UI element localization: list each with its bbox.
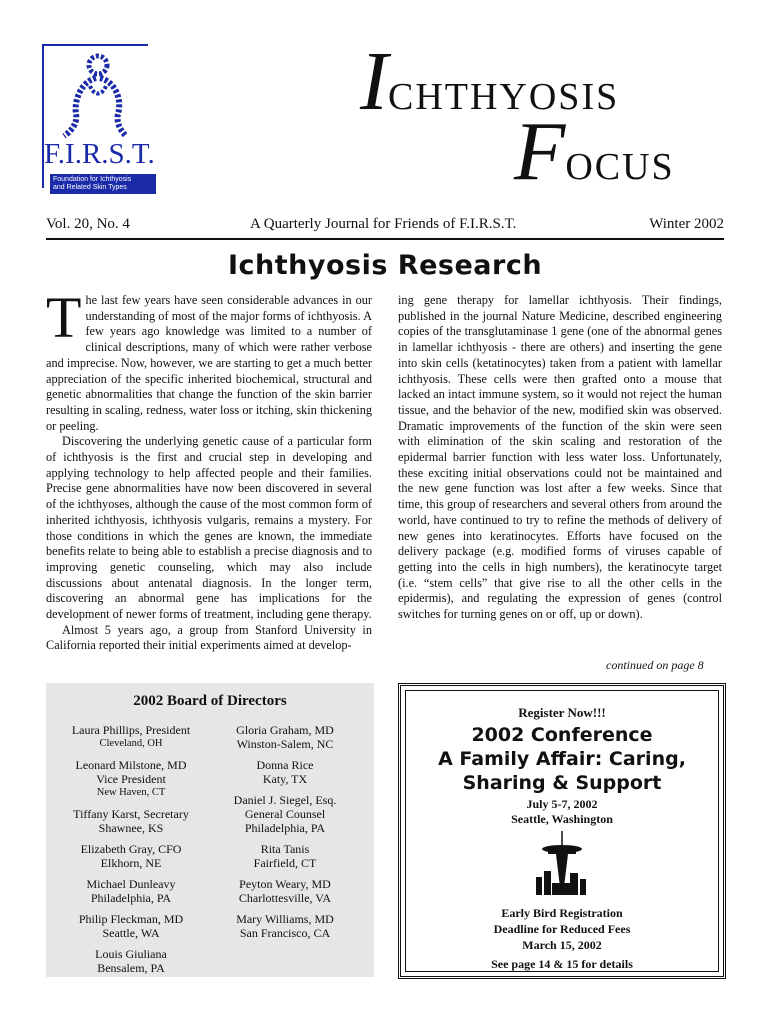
member-name: Louis Giuliana (95, 947, 167, 961)
logo-subtitle (50, 174, 156, 194)
conference-title (406, 723, 718, 795)
member-location: Shawnee, KS (98, 821, 164, 835)
article-column-left (46, 285, 372, 654)
board-member (46, 947, 216, 975)
conference-title-line-1: 2002 Conference (471, 724, 653, 746)
board-member (200, 842, 370, 870)
member-name: Daniel J. Siegel, Esq. (233, 793, 337, 807)
early-bird-line-1: Early Bird Registration (501, 906, 623, 920)
logo-subtitle-line-1: Foundation for Ichthyosis (53, 176, 132, 183)
continued-note: continued on page 8 (606, 658, 704, 672)
conference-dates (406, 797, 718, 827)
conference-title-line-3: Sharing & Support (462, 772, 662, 794)
article-paragraph-2: Discovering the underlying genetic cause of a particular form of ichthyosis is the first and crucial step in developing and applying technology to help affected people and their families. Precise gene abnormalities have now been discovered in several of the ichthyoses, although the cause of the most common form of inherited ichthyosis, ichthyosis vulgaris, remains a mystery. For those conditions in which the genes are known, the immediate benefits relate to being able to establish a precise diagnosis and to improving genetic counseling, which may also include discussions about antenatal diagnosis. In the longer term, discovering an abnormal gene has implications for the development of newer forms of treatment, including gene therapy. (46, 434, 372, 622)
member-name: Rita Tanis (260, 842, 310, 856)
first-logo (42, 44, 155, 191)
issue-bar (46, 212, 724, 240)
article-column-right (398, 293, 722, 623)
member-location: Winston-Salem, NC (236, 737, 334, 751)
board-column-left (46, 723, 216, 982)
logo-name: F.I.R.S.T. (44, 138, 155, 170)
member-name: Mary Williams, MD (236, 912, 334, 926)
article-paragraph-3: Almost 5 years ago, a group from Stanford University in California reported their initial experiments aimed at develop- (46, 622, 372, 653)
member-name: Peyton Weary, MD (239, 877, 331, 891)
masthead-initial-i: I (360, 35, 388, 128)
board-title: 2002 Board of Directors (133, 693, 287, 709)
board-member (46, 807, 216, 835)
masthead-ichthyosis: CHTHYOSIS (387, 76, 620, 118)
tagline: A Quarterly Journal for Friends of F.I.R.S.T. (250, 216, 517, 232)
logo-subtitle-line-2: and Related Skin Types (53, 184, 127, 191)
board-member (46, 758, 216, 800)
member-location: New Haven, CT (96, 787, 166, 798)
person-figure-icon (60, 52, 130, 138)
article-paragraph-1-text: he last few years have seen considerable advances in our understanding of most of the major forms of ichthyosis. A few years ago knowledge was limited to a number of clinical descriptions, many of which were rather verbose and imprecise. Now, however, we are starting to get a much better appreciation of the specific inherited biochemical, structural and genetic abnormalities that change the function of the skin barrier resulting in scaling, redness, water loss or itching, skin thickening or peeling. (46, 293, 372, 433)
article-paragraph-4: ing gene therapy for lamellar ichthyosis. Their findings, published in the journal Nature Medicine, described engineering copies of the transglutaminase 1 gene (one of the abnormal genes in lamellar ichthyosis - there are others) and inserting the gene into skin cells (ketatinocytes) taken from a patient with lamellar ichthyosis. These cells were then grafted onto a mouse that lacked an intact immune system, so it would not reject the human tissue, and the behavior of the new, modified skin was observed. Dramatic improvements of the function of the skin were seen with elimination of the skin scaling and restoration of the epidermal barrier function with less water loss. Unfortunately, these exciting initial observations could not be maintained and the new gene function was lost after a few weeks. Since that time, this group of researchers and several others from around the world, have continued to try to refine the methods of delivery of new genes into keratinocytes. Efforts have focused on the delivery package (e.g. modified forms of viruses capable of getting into the cells in high numbers), the keratinocyte target (i.e. “stem cells” that give rise to all the other cells in the epidermis), and regulating the expression of genes (control switches for turning genes on or off, up or down). (398, 293, 722, 622)
member-location: Charlottesville, VA (238, 891, 332, 905)
board-member (46, 912, 216, 940)
member-location: Katy, TX (262, 772, 308, 786)
drop-cap: T (46, 285, 82, 350)
member-name: Laura Phillips, President (71, 723, 191, 737)
board-member (46, 877, 216, 905)
masthead-line-2 (514, 105, 675, 198)
member-location: Cleveland, OH (99, 738, 163, 749)
member-location: Bensalem, PA (97, 961, 165, 975)
early-bird-line-3: March 15, 2002 (522, 938, 602, 952)
board-member (200, 793, 370, 835)
conference-title-line-2: A Family Affair: Caring, (438, 748, 686, 770)
board-of-directors (46, 683, 374, 977)
early-bird-line-2: Deadline for Reduced Fees (493, 922, 631, 936)
register-now: Register Now!!! (518, 705, 606, 720)
member-role: General Counsel (244, 807, 326, 821)
board-column-right (200, 723, 370, 947)
see-page-note: See page 14 & 15 for details (491, 957, 633, 971)
board-member (46, 723, 216, 751)
early-bird-info (406, 905, 718, 953)
member-location: Philadelphia, PA (90, 891, 172, 905)
board-member (200, 877, 370, 905)
volume-number: Vol. 20, No. 4 (46, 216, 130, 232)
member-role: Vice President (96, 772, 166, 786)
member-name: Michael Dunleavy (86, 877, 176, 891)
member-name: Tiffany Karst, Secretary (73, 807, 189, 821)
article-headline: Ichthyosis Research (227, 250, 543, 281)
board-member (46, 842, 216, 870)
member-location: Seattle, WA (102, 926, 160, 940)
space-needle-icon (534, 831, 590, 895)
conference-location: Seattle, Washington (511, 812, 613, 826)
board-member (200, 723, 370, 751)
member-location: San Francisco, CA (239, 926, 331, 940)
member-name: Gloria Graham, MD (236, 723, 334, 737)
member-name: Elizabeth Gray, CFO (80, 842, 182, 856)
member-name: Donna Rice (256, 758, 314, 772)
conference-date: July 5-7, 2002 (526, 797, 598, 811)
masthead-focus: OCUS (565, 146, 675, 188)
member-location: Fairfield, CT (253, 856, 317, 870)
board-member (200, 758, 370, 786)
article-paragraph-1 (46, 285, 372, 434)
conference-box-inner (405, 690, 719, 972)
member-name: Leonard Milstone, MD (75, 758, 187, 772)
issue-season: Winter 2002 (649, 216, 724, 232)
member-location: Elkhorn, NE (100, 856, 162, 870)
member-location: Philadelphia, PA (244, 821, 326, 835)
conference-box (398, 683, 726, 979)
board-member (200, 912, 370, 940)
member-name: Philip Fleckman, MD (78, 912, 184, 926)
masthead-initial-f: F (514, 105, 566, 198)
